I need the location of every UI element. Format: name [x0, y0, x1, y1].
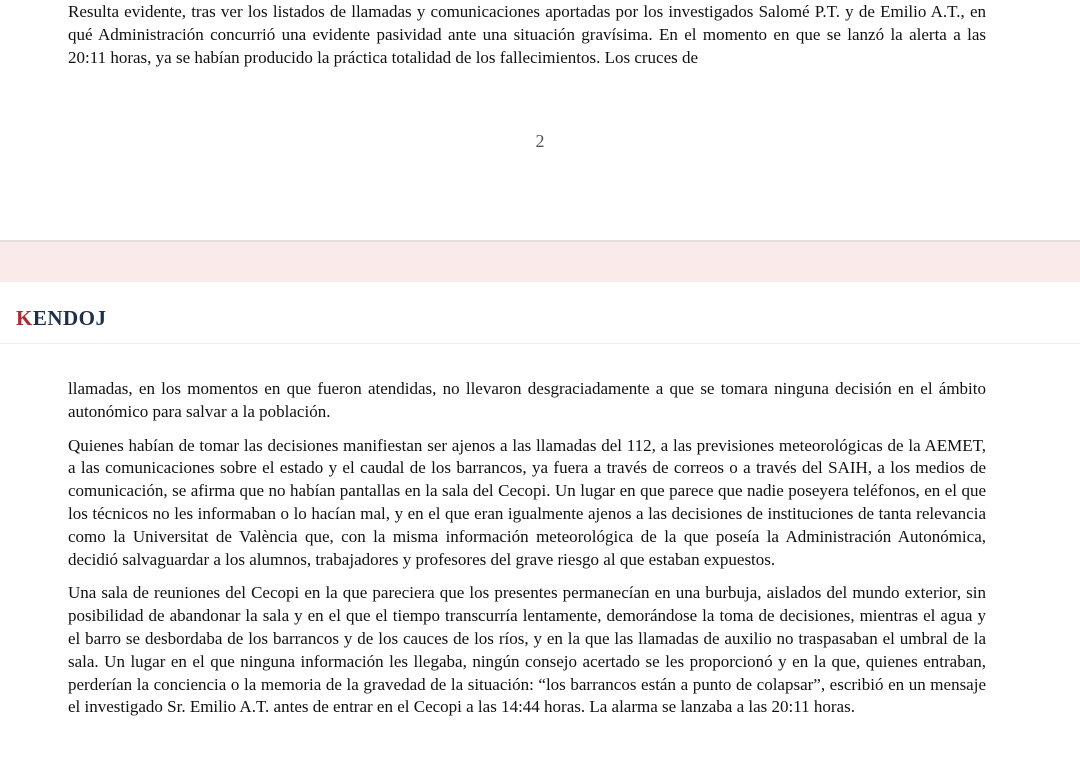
previous-page-text: [68, 1, 986, 69]
logo-initial: K: [16, 306, 33, 330]
paragraph-1: llamadas, en los momentos en que fueron atendidas, no llevaron desgraciadamente a que se tomara ninguna decisión en el ámbito autonómico para salvar a la población.: [68, 379, 986, 421]
page-number: 2: [535, 131, 545, 151]
paragraph-continued: Resulta evidente, tras ver los listados de llamadas y comunicaciones aportadas por los investigados Salomé P.T. y de Emilio A.T., en qué Administración concurrió una evidente pasividad ante una situación gravísima. En el momento en que se lanzó la alerta a las 20:11 horas, ya se habían producido la práctica totalidad de los fallecimientos. Los cruces de: [68, 2, 986, 67]
current-page-text: [68, 378, 986, 730]
page-separator: [0, 240, 1080, 282]
kendoj-logo: [16, 306, 107, 331]
paragraph-2: Quienes habían de tomar las decisiones manifiestan ser ajenos a las llamadas del 112, a las previsiones meteorológicas de la AEMET, a las comunicaciones sobre el estado y el caudal de los barrancos, ya fuera a través de correos o a través del SAIH, a los medios de comunicación, se afirma que no habían pantallas en la sala del Cecopi. Un lugar en que parece que nadie poseyera teléfonos, en el que los técnicos no les informaban o lo hacían mal, y en el que eran igualmente ajenos a las decisiones de instituciones de tanta relevancia como la Universitat de València que, con la misma información meteorológica de la que poseía la Administración Autonómica, decidió salvaguardar a los alumnos, trabajadores y profesores del grave riesgo al que estaban expuestos.: [68, 435, 986, 569]
paragraph-3: Una sala de reuniones del Cecopi en la que pareciera que los presentes permanecían en una burbuja, aislados del mundo exterior, sin posibilidad de abandonar la sala y en el que el tiempo transcurría lentamente, demorándose la toma de decisiones, mientras el agua y el barro se desbordaba de los barrancos y de los cauces de los ríos, y en la que las llamadas de auxilio no traspasaban el umbral de la sala. Un lugar en el que ninguna información les llegaba, ningún consejo acertado se les proporcionó y en la que, quienes entraban, perderían la conciencia o la memoria de la gravedad de la situación: “los barrancos están a punto de colapsar”, escribió en un mensaje el investigado Sr. Emilio A.T. antes de entrar en el Cecopi a las 14:44 horas. La alarma se lanzaba a las 20:11 horas.: [68, 583, 986, 717]
previous-page: [0, 0, 1080, 240]
page-header: [0, 282, 1080, 344]
logo-rest: ENDOJ: [32, 306, 107, 330]
